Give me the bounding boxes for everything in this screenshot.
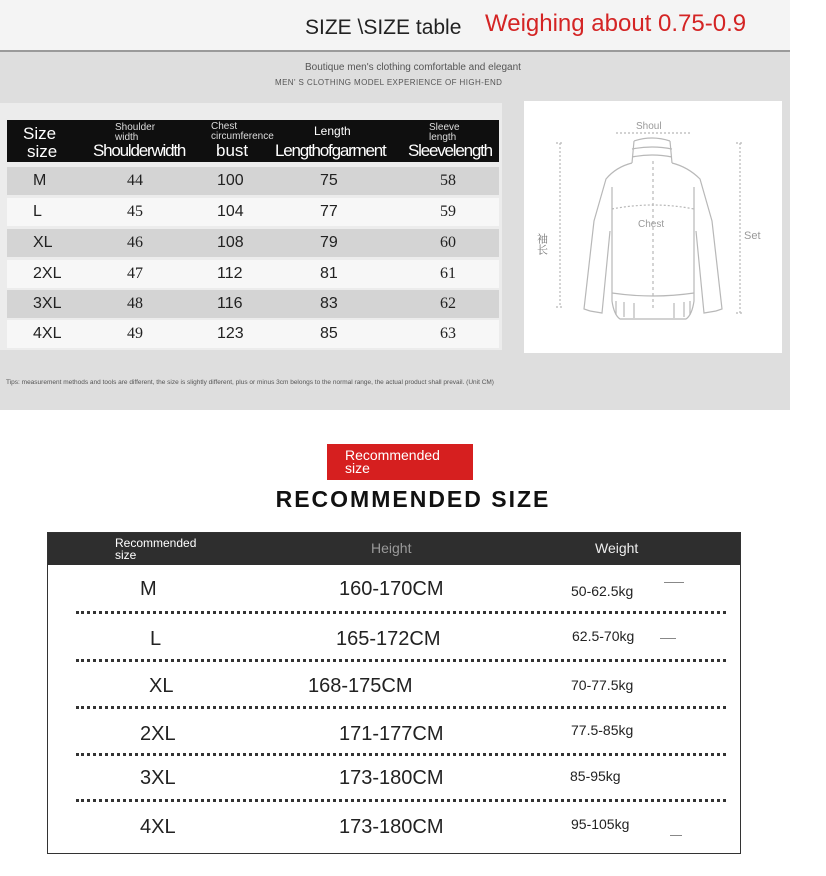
cell-sleeve: 61: [440, 265, 456, 282]
header-chest-small: Chest circumference: [211, 121, 274, 142]
garment-diagram: [524, 101, 782, 353]
label-length: Set: [744, 230, 761, 242]
cell-length: 77: [320, 203, 338, 220]
cell-shoulder: 49: [127, 325, 143, 342]
scratch-mark: [664, 582, 684, 583]
size-row-m: [7, 167, 499, 195]
header-size-label-2: size: [27, 142, 58, 161]
weight-note: Weighing about 0.75-0.9: [485, 10, 747, 37]
cell-bust: 100: [217, 172, 244, 189]
cell-sleeve: 58: [440, 172, 456, 189]
rec-size: 2XL: [140, 723, 176, 745]
sweater-outline-icon: [524, 101, 782, 353]
rec-height: 173-180CM: [339, 816, 444, 838]
row-divider: [76, 611, 726, 614]
cell-shoulder: 44: [127, 172, 143, 189]
header-shoulder-small: Shoulder width: [115, 122, 156, 143]
header-chest: [207, 120, 277, 162]
cell-shoulder: 46: [127, 234, 143, 251]
recommended-badge-label: Recommended size: [345, 447, 440, 476]
rec-header-height: Height: [371, 540, 412, 556]
cell-sleeve: 63: [440, 325, 456, 342]
header-size: [7, 120, 87, 162]
header-length-big: Lengthofgarment: [275, 141, 386, 160]
cell-size: 2XL: [33, 265, 62, 282]
label-sleeve: 袖长: [535, 233, 549, 255]
cell-length: 81: [320, 265, 338, 282]
size-table-header: [7, 120, 499, 162]
header-length-small: Length: [314, 124, 351, 138]
cell-sleeve: 60: [440, 234, 456, 251]
measurement-tips: Tips: measurement methods and tools are different, the size is slightly different, plus or minus 3cm belongs to the normal range, the actual product shall prevail. (Unit CM): [6, 379, 494, 386]
label-chest: Chest: [638, 219, 665, 230]
scratch-mark: [660, 638, 676, 639]
rec-weight: 95-105kg: [571, 816, 630, 832]
cell-length: 75: [320, 172, 338, 189]
cell-size: L: [33, 203, 42, 220]
rec-weight: 85-95kg: [570, 768, 621, 784]
page-title: SIZE \SIZE table: [305, 16, 462, 39]
cell-bust: 116: [217, 295, 243, 312]
rec-weight: 77.5-85kg: [571, 722, 634, 738]
header-size-label: Size: [23, 124, 57, 143]
cell-shoulder: 45: [127, 203, 143, 220]
size-row-3xl: [7, 290, 499, 318]
header-chest-big: bust: [216, 141, 249, 160]
rec-size: 4XL: [140, 816, 176, 838]
recommended-heading: RECOMMENDED SIZE: [275, 486, 551, 512]
size-row-4xl: [7, 320, 499, 348]
cell-length: 85: [320, 325, 338, 342]
size-row-l: [7, 198, 499, 226]
rec-height: 160-170CM: [339, 578, 444, 600]
rec-size: XL: [149, 675, 174, 697]
rec-weight: 70-77.5kg: [571, 677, 634, 693]
subtitle-line-1: Boutique men's clothing comfortable and elegant: [305, 62, 521, 73]
rec-size: 3XL: [140, 767, 176, 789]
rec-size: M: [140, 578, 157, 600]
row-divider: [76, 753, 726, 756]
scratch-mark: [670, 835, 682, 836]
cell-sleeve: 59: [440, 203, 456, 220]
rec-weight: 62.5-70kg: [572, 628, 635, 644]
cell-bust: 123: [217, 325, 244, 342]
subtitle-line-2: MEN' S CLOTHING MODEL EXPERIENCE OF HIGH-END: [275, 78, 503, 87]
recommended-size-badge: [327, 444, 473, 480]
cell-bust: 108: [217, 234, 244, 251]
rec-row-3xl: [48, 758, 740, 804]
cell-size: 3XL: [33, 295, 62, 312]
cell-sleeve: 62: [440, 295, 456, 312]
header-length: [272, 120, 400, 162]
row-divider: [76, 799, 726, 802]
cell-shoulder: 47: [127, 265, 143, 282]
row-divider: [76, 659, 726, 662]
size-row-2xl: [7, 260, 499, 288]
cell-size: 4XL: [33, 325, 62, 342]
cell-bust: 104: [217, 203, 244, 220]
rec-height: 173-180CM: [339, 767, 444, 789]
rec-height: 168-175CM: [308, 675, 413, 697]
header-shoulder: [87, 120, 202, 162]
cell-shoulder: 48: [127, 295, 143, 312]
header-sleeve-small: Sleeve length: [429, 122, 460, 143]
row-divider: [76, 706, 726, 709]
cell-size: XL: [33, 234, 53, 251]
label-shoulder: Shoul: [636, 121, 662, 132]
size-row-xl: [7, 229, 499, 257]
cell-length: 83: [320, 295, 338, 312]
header-sleeve: [402, 120, 499, 162]
rec-weight: 50-62.5kg: [571, 583, 634, 599]
rec-height: 171-177CM: [339, 723, 444, 745]
header-sleeve-big: Sleevelength: [408, 141, 492, 160]
rec-row-4xl: [48, 806, 740, 852]
rec-height: 165-172CM: [336, 628, 441, 650]
rec-header-size: Recommended size: [115, 536, 197, 562]
rec-size: L: [150, 628, 162, 650]
cell-length: 79: [320, 234, 338, 251]
header-shoulder-big: Shoulderwidth: [93, 141, 186, 160]
cell-bust: 112: [217, 265, 243, 282]
rec-row-m: [48, 570, 740, 616]
rec-header-weight: Weight: [595, 540, 639, 556]
cell-size: M: [33, 172, 47, 189]
